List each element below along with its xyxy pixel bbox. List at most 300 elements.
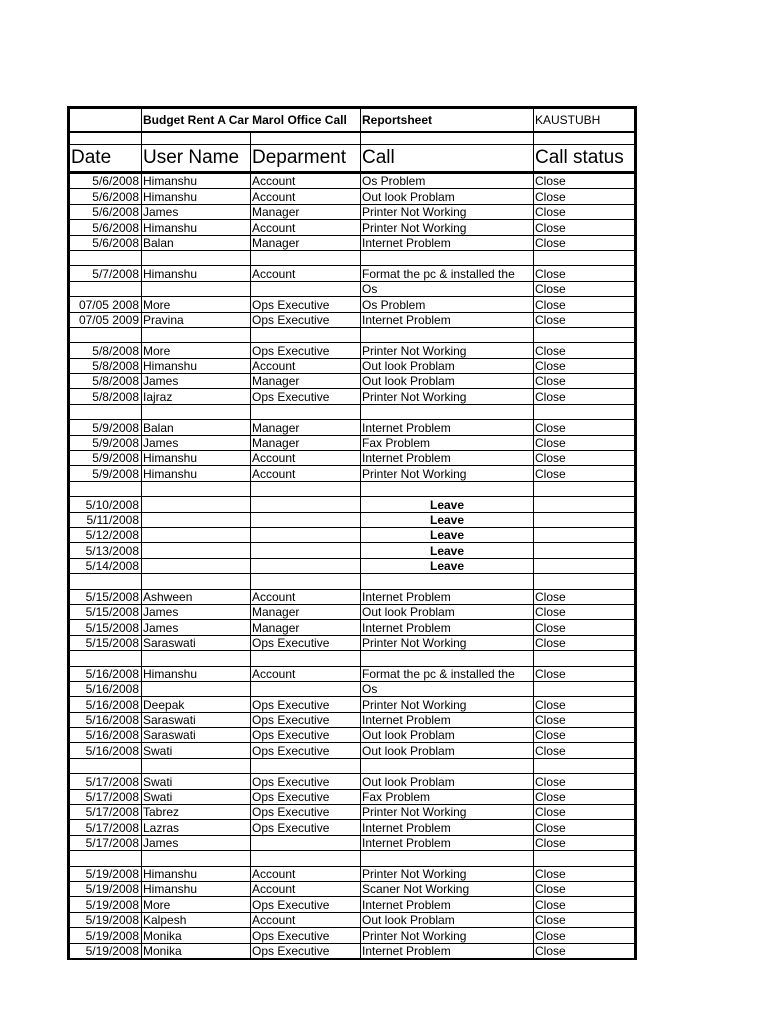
table-row (69, 512, 636, 527)
cell-user-name[interactable]: James (142, 620, 251, 635)
cell-call[interactable]: Out look Problam (361, 374, 534, 389)
spacer-cell[interactable] (534, 132, 636, 145)
cell-call[interactable]: Printer Not Working (361, 805, 534, 820)
cell-department[interactable]: Ops Executive (251, 805, 361, 820)
cell-date[interactable]: 5/17/2008 (69, 774, 142, 789)
header-user-name[interactable]: User Name (142, 145, 251, 173)
cell-user-name[interactable]: Deepak (142, 697, 251, 712)
cell-call-status[interactable]: Close (534, 666, 636, 681)
cell-department[interactable]: Ops Executive (251, 712, 361, 727)
cell-call[interactable]: Printer Not Working (361, 697, 534, 712)
cell-department[interactable]: Account (251, 189, 361, 204)
cell-date[interactable]: 07/05 2008 (69, 297, 142, 312)
cell-call-status[interactable] (534, 574, 636, 589)
cell-user-name[interactable]: Balan (142, 420, 251, 435)
cell-call-status[interactable] (534, 481, 636, 496)
cell-user-name[interactable] (142, 558, 251, 573)
cell-user-name[interactable]: Himanshu (142, 466, 251, 481)
cell-date[interactable]: 5/7/2008 (69, 266, 142, 281)
cell-date[interactable]: 5/16/2008 (69, 728, 142, 743)
table-row (69, 358, 636, 373)
cell-call-status[interactable]: Close (534, 789, 636, 804)
cell-department[interactable]: Account (251, 881, 361, 896)
cell-date[interactable]: 5/8/2008 (69, 358, 142, 373)
cell-call-status[interactable]: Close (534, 728, 636, 743)
cell-call[interactable]: Fax Problem (361, 435, 534, 450)
cell-date[interactable]: 5/8/2008 (69, 374, 142, 389)
cell-call-status[interactable]: Close (534, 774, 636, 789)
table-row (69, 527, 636, 542)
cell-call[interactable]: Format the pc & installed the (361, 266, 534, 281)
cell-department[interactable]: Manager (251, 374, 361, 389)
cell-department[interactable] (251, 558, 361, 573)
header-call-status[interactable]: Call status (534, 145, 636, 173)
cell-department[interactable]: Ops Executive (251, 928, 361, 943)
cell-call-status[interactable]: Close (534, 897, 636, 912)
cell-call-status[interactable] (534, 543, 636, 558)
cell-call-status[interactable]: Close (534, 697, 636, 712)
cell-user-name[interactable]: James (142, 374, 251, 389)
cell-department[interactable]: Account (251, 266, 361, 281)
cell-call-status[interactable] (534, 404, 636, 419)
title-row (69, 108, 636, 133)
cell-call[interactable]: Out look Problam (361, 743, 534, 758)
cell-call-status[interactable]: Close (534, 635, 636, 650)
cell-call[interactable] (361, 651, 534, 666)
cell-call-status[interactable]: Close (534, 358, 636, 373)
cell-call-status[interactable]: Close (534, 589, 636, 604)
cell-date[interactable]: 5/6/2008 (69, 189, 142, 204)
table-row (69, 604, 636, 619)
cell-call-status[interactable]: Close (534, 604, 636, 619)
cell-call[interactable] (361, 481, 534, 496)
cell-call[interactable]: Printer Not Working (361, 866, 534, 881)
cell-department[interactable]: Account (251, 173, 361, 189)
cell-date[interactable]: 5/16/2008 (69, 666, 142, 681)
cell-date[interactable]: 5/19/2008 (69, 881, 142, 896)
table-row (69, 651, 636, 666)
cell-user-name[interactable]: Himanshu (142, 666, 251, 681)
cell-user-name[interactable] (142, 512, 251, 527)
call-report-sheet (67, 106, 637, 960)
cell-call[interactable] (361, 250, 534, 265)
cell-date[interactable] (69, 574, 142, 589)
cell-call[interactable]: Format the pc & installed the (361, 666, 534, 681)
table-row (69, 297, 636, 312)
cell-department[interactable]: Manager (251, 620, 361, 635)
cell-call[interactable]: Internet Problem (361, 420, 534, 435)
cell-department[interactable] (251, 543, 361, 558)
cell-call-status[interactable]: Close (534, 220, 636, 235)
cell-date[interactable]: 5/14/2008 (69, 558, 142, 573)
cell-date[interactable]: 5/15/2008 (69, 589, 142, 604)
cell-date[interactable] (69, 651, 142, 666)
cell-call-status[interactable] (534, 527, 636, 542)
cell-call-status[interactable]: Close (534, 266, 636, 281)
cell-call[interactable]: Out look Problam (361, 189, 534, 204)
table-row (69, 820, 636, 835)
cell-call[interactable]: Os Problem (361, 297, 534, 312)
cell-call[interactable] (361, 404, 534, 419)
cell-call-status[interactable]: Close (534, 297, 636, 312)
cell-call-status[interactable] (534, 558, 636, 573)
cell-user-name[interactable]: James (142, 604, 251, 619)
cell-date[interactable]: 5/19/2008 (69, 897, 142, 912)
cell-date[interactable]: 5/6/2008 (69, 220, 142, 235)
cell-date[interactable]: 5/9/2008 (69, 435, 142, 450)
cell-call-status[interactable]: Close (534, 435, 636, 450)
cell-user-name[interactable]: More (142, 297, 251, 312)
spacer-cell[interactable] (361, 132, 534, 145)
cell-user-name[interactable]: Lazras (142, 820, 251, 835)
cell-department[interactable]: Ops Executive (251, 820, 361, 835)
cell-call-status[interactable]: Close (534, 374, 636, 389)
cell-user-name[interactable]: Monika (142, 928, 251, 943)
cell-user-name[interactable] (142, 527, 251, 542)
cell-department[interactable]: Ops Executive (251, 728, 361, 743)
cell-date[interactable]: 5/19/2008 (69, 943, 142, 959)
spacer-cell[interactable] (69, 132, 142, 145)
cell-user-name[interactable]: Swati (142, 774, 251, 789)
cell-date[interactable]: 5/8/2008 (69, 343, 142, 358)
cell-department[interactable]: Account (251, 220, 361, 235)
cell-department[interactable] (251, 327, 361, 342)
cell-call-status[interactable]: Close (534, 928, 636, 943)
cell-date[interactable]: 5/9/2008 (69, 451, 142, 466)
cell-call[interactable] (361, 327, 534, 342)
title-blank-cell[interactable] (69, 108, 142, 133)
cell-call-status[interactable]: Close (534, 343, 636, 358)
table-row (69, 389, 636, 404)
cell-user-name[interactable]: Swati (142, 743, 251, 758)
cell-call[interactable]: Internet Problem (361, 620, 534, 635)
cell-date[interactable]: 5/15/2008 (69, 604, 142, 619)
cell-call-status[interactable]: Close (534, 912, 636, 927)
cell-call-status[interactable] (534, 758, 636, 773)
cell-user-name[interactable] (142, 281, 251, 296)
cell-call-status[interactable] (534, 512, 636, 527)
cell-date[interactable]: 5/11/2008 (69, 512, 142, 527)
cell-department[interactable]: Ops Executive (251, 774, 361, 789)
cell-user-name[interactable] (142, 481, 251, 496)
cell-department[interactable] (251, 651, 361, 666)
cell-date[interactable]: 5/17/2008 (69, 835, 142, 850)
cell-department[interactable] (251, 250, 361, 265)
cell-call-status[interactable] (534, 497, 636, 512)
cell-call[interactable]: Leave (361, 497, 534, 512)
cell-call[interactable]: Printer Not Working (361, 389, 534, 404)
cell-call[interactable]: Internet Problem (361, 235, 534, 250)
table-row (69, 851, 636, 866)
cell-user-name[interactable] (142, 851, 251, 866)
cell-call[interactable]: Os (361, 281, 534, 296)
cell-date[interactable]: 5/16/2008 (69, 712, 142, 727)
cell-call[interactable] (361, 574, 534, 589)
cell-call[interactable] (361, 758, 534, 773)
cell-user-name[interactable] (142, 327, 251, 342)
cell-date[interactable]: 5/15/2008 (69, 620, 142, 635)
cell-call[interactable]: Out look Problam (361, 774, 534, 789)
cell-call[interactable]: Internet Problem (361, 712, 534, 727)
table-row (69, 173, 636, 189)
cell-department[interactable] (251, 835, 361, 850)
cell-call[interactable]: Out look Problam (361, 358, 534, 373)
cell-call[interactable]: Leave (361, 512, 534, 527)
cell-call-status[interactable]: Close (534, 743, 636, 758)
cell-call-status[interactable]: Close (534, 712, 636, 727)
table-row (69, 743, 636, 758)
table-row (69, 220, 636, 235)
cell-call[interactable]: Internet Problem (361, 451, 534, 466)
cell-user-name[interactable]: Iajraz (142, 389, 251, 404)
cell-department[interactable] (251, 497, 361, 512)
cell-user-name[interactable]: Himanshu (142, 266, 251, 281)
cell-call-status[interactable]: Close (534, 389, 636, 404)
cell-user-name[interactable]: Saraswati (142, 712, 251, 727)
table-row (69, 697, 636, 712)
cell-user-name[interactable]: Monika (142, 943, 251, 959)
table-row (69, 312, 636, 327)
cell-call-status[interactable]: Close (534, 620, 636, 635)
cell-date[interactable]: 5/6/2008 (69, 204, 142, 219)
cell-call-status[interactable]: Close (534, 835, 636, 850)
report-owner[interactable]: KAUSTUBH (534, 108, 636, 133)
cell-user-name[interactable] (142, 758, 251, 773)
cell-date[interactable]: 5/12/2008 (69, 527, 142, 542)
cell-call[interactable]: Scaner Not Working (361, 881, 534, 896)
cell-call-status[interactable]: Close (534, 189, 636, 204)
cell-department[interactable]: Account (251, 912, 361, 927)
cell-call[interactable]: Out look Problam (361, 604, 534, 619)
cell-user-name[interactable]: Himanshu (142, 220, 251, 235)
report-title-suffix[interactable]: Reportsheet (361, 108, 534, 133)
cell-date[interactable]: 5/17/2008 (69, 820, 142, 835)
table-row (69, 204, 636, 219)
spacer-cell[interactable] (251, 132, 361, 145)
cell-call[interactable]: Out look Problam (361, 728, 534, 743)
cell-call[interactable]: Printer Not Working (361, 466, 534, 481)
cell-date[interactable]: 5/16/2008 (69, 743, 142, 758)
cell-call-status[interactable]: Close (534, 173, 636, 189)
cell-date[interactable]: 5/10/2008 (69, 497, 142, 512)
cell-call[interactable]: Leave (361, 558, 534, 573)
cell-call-status[interactable] (534, 651, 636, 666)
cell-user-name[interactable] (142, 651, 251, 666)
cell-call[interactable]: Printer Not Working (361, 635, 534, 650)
cell-date[interactable]: 5/15/2008 (69, 635, 142, 650)
table-row (69, 435, 636, 450)
cell-call-status[interactable] (534, 327, 636, 342)
cell-call-status[interactable]: Close (534, 235, 636, 250)
cell-department[interactable]: Ops Executive (251, 943, 361, 959)
cell-date[interactable]: 5/19/2008 (69, 912, 142, 927)
table-row (69, 712, 636, 727)
cell-department[interactable]: Ops Executive (251, 635, 361, 650)
cell-department[interactable]: Account (251, 466, 361, 481)
cell-department[interactable]: Ops Executive (251, 312, 361, 327)
cell-date[interactable] (69, 327, 142, 342)
cell-department[interactable] (251, 758, 361, 773)
cell-date[interactable] (69, 404, 142, 419)
cell-user-name[interactable]: Himanshu (142, 358, 251, 373)
table-row (69, 666, 636, 681)
cell-department[interactable]: Ops Executive (251, 343, 361, 358)
header-call[interactable]: Call (361, 145, 534, 173)
cell-department[interactable]: Ops Executive (251, 743, 361, 758)
table-row (69, 466, 636, 481)
cell-date[interactable] (69, 250, 142, 265)
cell-department[interactable]: Manager (251, 235, 361, 250)
cell-department[interactable]: Manager (251, 420, 361, 435)
cell-date[interactable] (69, 758, 142, 773)
cell-department[interactable]: Ops Executive (251, 389, 361, 404)
cell-department[interactable]: Account (251, 451, 361, 466)
cell-user-name[interactable]: James (142, 435, 251, 450)
cell-date[interactable] (69, 281, 142, 296)
table-row (69, 281, 636, 296)
cell-date[interactable]: 5/17/2008 (69, 789, 142, 804)
cell-call[interactable]: Internet Problem (361, 943, 534, 959)
cell-call-status[interactable]: Close (534, 466, 636, 481)
cell-call[interactable]: Fax Problem (361, 789, 534, 804)
cell-call-status[interactable]: Close (534, 866, 636, 881)
cell-call-status[interactable]: Close (534, 943, 636, 959)
cell-date[interactable] (69, 851, 142, 866)
cell-user-name[interactable]: Kalpesh (142, 912, 251, 927)
cell-user-name[interactable]: More (142, 897, 251, 912)
cell-department[interactable]: Manager (251, 204, 361, 219)
cell-call-status[interactable]: Close (534, 820, 636, 835)
cell-call[interactable]: Leave (361, 527, 534, 542)
cell-call-status[interactable]: Close (534, 881, 636, 896)
cell-department[interactable]: Ops Executive (251, 897, 361, 912)
cell-date[interactable]: 5/9/2008 (69, 420, 142, 435)
header-department[interactable]: Deparment (251, 145, 361, 173)
table-row (69, 912, 636, 927)
cell-department[interactable] (251, 481, 361, 496)
cell-user-name[interactable]: James (142, 835, 251, 850)
cell-user-name[interactable]: Himanshu (142, 451, 251, 466)
cell-user-name[interactable]: Tabrez (142, 805, 251, 820)
cell-department[interactable] (251, 574, 361, 589)
cell-user-name[interactable] (142, 404, 251, 419)
cell-date[interactable]: 5/16/2008 (69, 697, 142, 712)
cell-user-name[interactable]: James (142, 204, 251, 219)
cell-call[interactable]: Internet Problem (361, 897, 534, 912)
cell-call-status[interactable]: Close (534, 281, 636, 296)
table-row (69, 866, 636, 881)
cell-department[interactable]: Ops Executive (251, 789, 361, 804)
cell-date[interactable]: 5/13/2008 (69, 543, 142, 558)
header-row (69, 145, 636, 173)
cell-call[interactable]: Internet Problem (361, 312, 534, 327)
header-date[interactable]: Date (69, 145, 142, 173)
cell-call[interactable]: Internet Problem (361, 820, 534, 835)
cell-user-name[interactable]: Pravina (142, 312, 251, 327)
cell-date[interactable]: 5/6/2008 (69, 173, 142, 189)
cell-department[interactable]: Manager (251, 435, 361, 450)
cell-department[interactable]: Ops Executive (251, 297, 361, 312)
cell-call[interactable]: Printer Not Working (361, 220, 534, 235)
cell-user-name[interactable]: Himanshu (142, 881, 251, 896)
cell-user-name[interactable]: Ashween (142, 589, 251, 604)
cell-department[interactable]: Account (251, 666, 361, 681)
cell-date[interactable]: 5/19/2008 (69, 866, 142, 881)
cell-call[interactable]: Internet Problem (361, 589, 534, 604)
cell-date[interactable]: 5/9/2008 (69, 466, 142, 481)
cell-user-name[interactable]: Himanshu (142, 189, 251, 204)
cell-user-name[interactable]: Balan (142, 235, 251, 250)
cell-call-status[interactable] (534, 851, 636, 866)
cell-date[interactable]: 5/6/2008 (69, 235, 142, 250)
table-row (69, 774, 636, 789)
cell-call[interactable]: Out look Problam (361, 912, 534, 927)
table-row (69, 681, 636, 696)
cell-user-name[interactable]: Swati (142, 789, 251, 804)
cell-user-name[interactable] (142, 497, 251, 512)
cell-call-status[interactable] (534, 681, 636, 696)
cell-department[interactable]: Account (251, 866, 361, 881)
cell-date[interactable]: 5/16/2008 (69, 681, 142, 696)
table-row (69, 343, 636, 358)
cell-date[interactable]: 5/8/2008 (69, 389, 142, 404)
cell-call[interactable]: Leave (361, 543, 534, 558)
cell-user-name[interactable]: Saraswati (142, 728, 251, 743)
cell-user-name[interactable]: Himanshu (142, 866, 251, 881)
cell-call[interactable]: Printer Not Working (361, 928, 534, 943)
cell-call-status[interactable]: Close (534, 805, 636, 820)
cell-date[interactable]: 07/05 2009 (69, 312, 142, 327)
cell-call[interactable]: Os Problem (361, 173, 534, 189)
cell-department[interactable] (251, 851, 361, 866)
cell-user-name[interactable] (142, 250, 251, 265)
table-row (69, 620, 636, 635)
cell-department[interactable]: Manager (251, 604, 361, 619)
report-title[interactable]: Budget Rent A Car Marol Office Call (142, 108, 361, 133)
cell-department[interactable] (251, 281, 361, 296)
spacer-cell[interactable] (142, 132, 251, 145)
cell-date[interactable] (69, 481, 142, 496)
cell-user-name[interactable]: Saraswati (142, 635, 251, 650)
cell-department[interactable]: Account (251, 358, 361, 373)
cell-call-status[interactable]: Close (534, 312, 636, 327)
cell-department[interactable]: Ops Executive (251, 697, 361, 712)
cell-user-name[interactable] (142, 681, 251, 696)
cell-date[interactable]: 5/19/2008 (69, 928, 142, 943)
table-row (69, 327, 636, 342)
cell-call-status[interactable]: Close (534, 451, 636, 466)
table-row (69, 558, 636, 573)
cell-call[interactable]: Printer Not Working (361, 343, 534, 358)
cell-call[interactable]: Os (361, 681, 534, 696)
cell-department[interactable] (251, 404, 361, 419)
cell-call[interactable]: Printer Not Working (361, 204, 534, 219)
cell-user-name[interactable] (142, 543, 251, 558)
cell-department[interactable] (251, 512, 361, 527)
cell-user-name[interactable]: More (142, 343, 251, 358)
cell-department[interactable]: Account (251, 589, 361, 604)
cell-department[interactable] (251, 681, 361, 696)
cell-call-status[interactable] (534, 250, 636, 265)
cell-user-name[interactable] (142, 574, 251, 589)
cell-date[interactable]: 5/17/2008 (69, 805, 142, 820)
cell-call-status[interactable]: Close (534, 204, 636, 219)
cell-department[interactable] (251, 527, 361, 542)
cell-call-status[interactable]: Close (534, 420, 636, 435)
cell-call[interactable]: Internet Problem (361, 835, 534, 850)
cell-user-name[interactable]: Himanshu (142, 173, 251, 189)
cell-call[interactable] (361, 851, 534, 866)
